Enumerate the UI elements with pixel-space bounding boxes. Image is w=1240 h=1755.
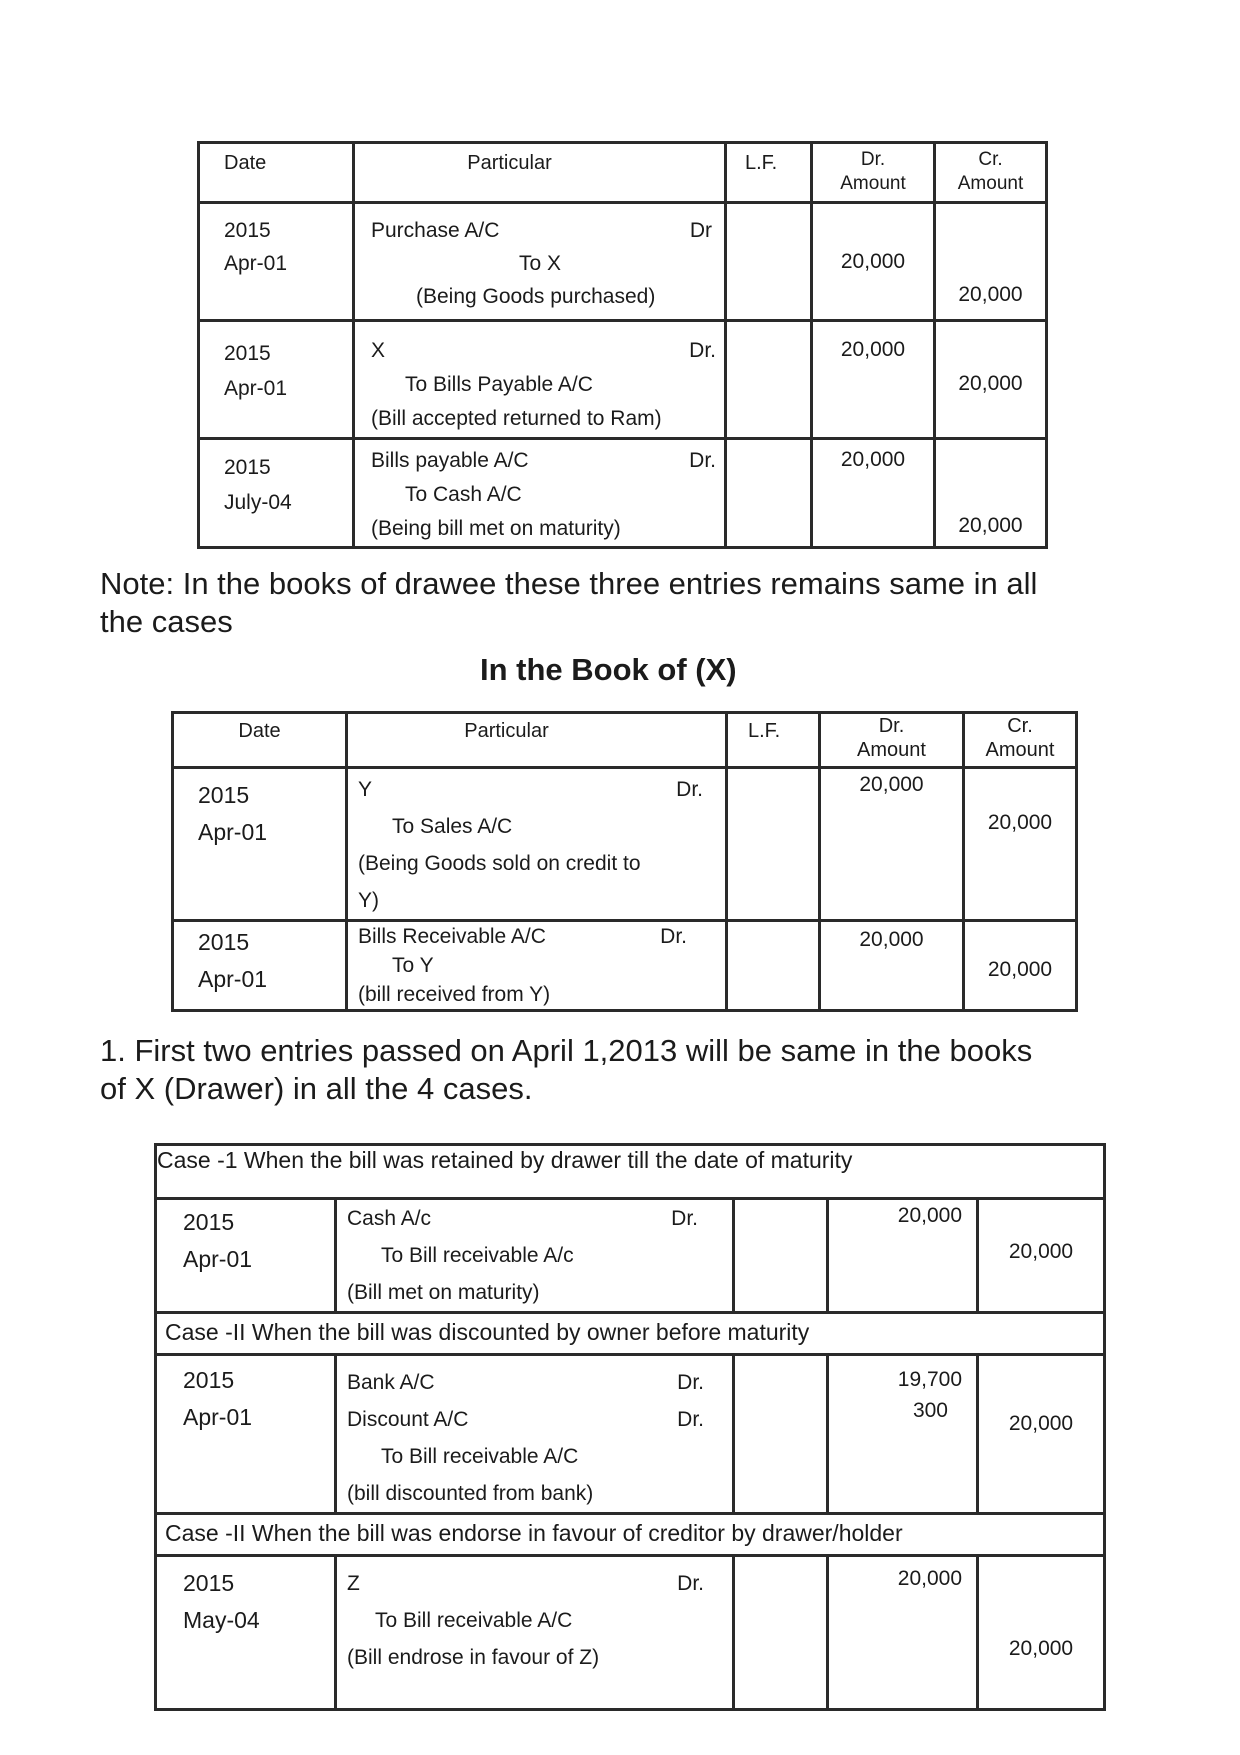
lf-header: L.F. [727,713,820,768]
table-header-row [199,143,1047,203]
section-heading: In the Book of (X) [480,652,737,687]
particular-cell: Bank A/C Dr. Discount A/C Dr. To Bill receivable A/C (bill discounted from bank) [336,1355,734,1514]
particular-cell: Cash A/c Dr. To Bill receivable A/c (Bill met on maturity) [336,1199,734,1313]
dr-marker: Dr [689,219,712,242]
lf-cell [727,768,820,921]
dr-marker: Dr. [689,339,716,362]
case-1-title: Case -1 When the bill was retained by drawer till the date of maturity [156,1145,1105,1199]
date-cell: 2015 Apr-01 [173,768,347,921]
particular-header: Particular [347,713,727,768]
journal-table-2 [171,711,1078,1012]
date-cell: 2015 Apr-01 [173,921,347,1011]
dr-amount-cell: 19,700 300 [828,1355,978,1514]
dr-marker: Dr. [671,1207,698,1230]
table-header-row [173,713,1077,768]
date-cell: 2015 Apr-01 [199,203,354,321]
cr-amount-cell: 20,000 [978,1199,1105,1313]
date-cell: 2015 Apr-01 [199,321,354,439]
case-2-title: Case -II When the bill was discounted by owner before maturity [156,1313,1105,1355]
lf-cell [726,321,812,439]
dr-marker: Dr. [660,925,687,948]
date-header: Date [199,143,354,203]
cr-amount-cell: 20,000 [978,1355,1105,1514]
table-row [156,1199,1105,1313]
particular-cell: Z Dr. To Bill receivable A/C (Bill endrose in favour of Z) [336,1556,734,1710]
lf-cell [726,203,812,321]
lf-cell [734,1355,828,1514]
table-row [156,1556,1105,1710]
dr-marker: Dr. [677,1371,704,1394]
particular-cell: X Dr. To Bills Payable A/C (Bill accepted returned to Ram) [354,321,726,439]
lf-header: L.F. [726,143,812,203]
particular-cell: Bills payable A/C Dr. To Cash A/C (Being bill met on maturity) [354,439,726,548]
cr-amount-cell: 20,000 [978,1556,1105,1710]
cr-amount-header: Cr. Amount [964,713,1077,768]
particular-header: Particular [354,143,726,203]
dr-amount-cell: 20,000 [820,768,964,921]
table-row [173,768,1077,921]
date-cell: 2015 Apr-01 [156,1355,336,1514]
cr-amount-cell: 20,000 [964,921,1077,1011]
journal-table-3 [154,1143,1106,1711]
lf-cell [734,1199,828,1313]
cr-amount-cell: 20,000 [964,768,1077,921]
particular-cell: Bills Receivable A/C Dr. To Y (bill received from Y) [347,921,727,1011]
cr-amount-cell: 20,000 [935,439,1047,548]
dr-amount-header: Dr. Amount [820,713,964,768]
date-cell: 2015 July-04 [199,439,354,548]
table-row [199,203,1047,321]
dr-marker: Dr. [676,778,703,801]
dr-amount-cell: 20,000 [828,1556,978,1710]
dr-amount-cell: 20,000 [812,321,935,439]
table-row [156,1355,1105,1514]
date-cell: 2015 May-04 [156,1556,336,1710]
dr-amount-cell: 20,000 [828,1199,978,1313]
case-3-title: Case -II When the bill was endorse in favour of creditor by drawer/holder [156,1514,1105,1556]
dr-marker: Dr. [689,449,716,472]
date-header: Date [173,713,347,768]
dr-amount-cell: 20,000 [812,439,935,548]
case-1-header [156,1145,1105,1199]
note-drawee: Note: In the books of drawee these three entries remains same in all the cases [100,566,1038,639]
journal-table-1 [197,141,1048,549]
lf-cell [726,439,812,548]
lf-cell [734,1556,828,1710]
dr-amount-header: Dr. Amount [812,143,935,203]
particular-cell: Purchase A/C Dr To X (Being Goods purchased) [354,203,726,321]
note-drawer: 1. First two entries passed on April 1,2013 will be same in the books of X (Drawer) in all the 4 cases. [100,1033,1033,1106]
dr-marker: Dr. [677,1572,704,1595]
table-row [199,321,1047,439]
cr-amount-header: Cr. Amount [935,143,1047,203]
dr-amount-cell: 20,000 [812,203,935,321]
dr-marker: Dr. [677,1408,704,1431]
particular-cell: Y Dr. To Sales A/C (Being Goods sold on credit to Y) [347,768,727,921]
table-row [199,439,1047,548]
case-3-header [156,1514,1105,1556]
cr-amount-cell: 20,000 [935,203,1047,321]
case-2-header [156,1313,1105,1355]
lf-cell [727,921,820,1011]
date-cell: 2015 Apr-01 [156,1199,336,1313]
table-row [173,921,1077,1011]
dr-amount-cell: 20,000 [820,921,964,1011]
cr-amount-cell: 20,000 [935,321,1047,439]
